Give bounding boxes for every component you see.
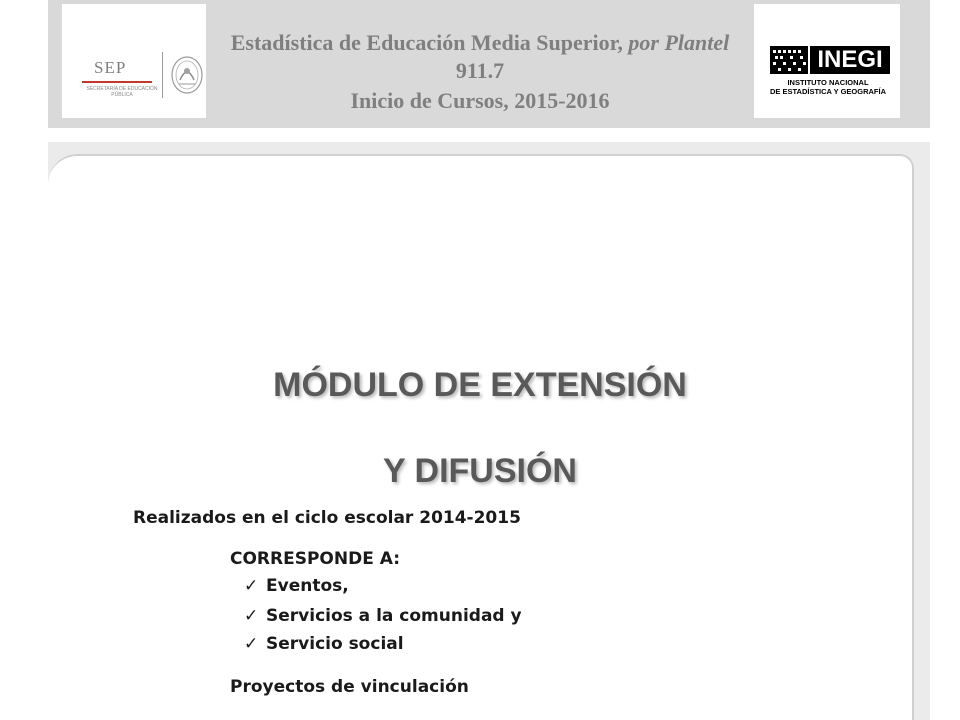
inegi-logo-subtitle (760, 78, 896, 96)
inegi-logo-text: INEGI (810, 46, 890, 74)
slide-panel (48, 142, 930, 720)
header-form-number: 911.7 (455, 58, 505, 83)
header-title (208, 0, 752, 128)
sep-logo-text: SEP (94, 58, 127, 77)
checkmark-icon: ✓ (244, 634, 259, 654)
list-item (244, 576, 349, 596)
inegi-logo (754, 4, 900, 118)
national-seal-icon (170, 54, 204, 96)
module-title-line2: Y DIFUSIÓN (383, 452, 577, 490)
list-item-label: Servicio social (266, 634, 404, 654)
inegi-barcode-icon (770, 46, 808, 74)
header-title-line1 (208, 30, 752, 56)
list-item (244, 634, 404, 654)
sep-logo-underline (82, 81, 152, 83)
checkmark-icon: ✓ (244, 576, 259, 596)
header-title-italic: por Plantel (628, 30, 730, 55)
header-banner (48, 0, 930, 128)
corresponde-heading: CORRESPONDE A: (230, 549, 401, 569)
module-title-line1: MÓDULO DE EXTENSIÓN (273, 366, 687, 404)
sep-logo-subtitle: SECRETARÍA DE EDUCACIÓN PÚBLICA (86, 86, 158, 98)
list-item (244, 606, 522, 626)
header-title-main: Estadística de Educación Media Superior, (230, 30, 623, 55)
list-item-label: Servicios a la comunidad y (266, 606, 522, 626)
school-cycle-text: Realizados en el ciclo escolar 2014-2015 (133, 508, 521, 528)
inegi-subtitle-line1: INSTITUTO NACIONAL (787, 78, 869, 87)
inegi-subtitle-line2: DE ESTADÍSTICA Y GEOGRAFÍA (770, 87, 886, 96)
list-item-label: Eventos, (266, 576, 349, 596)
proyectos-text: Proyectos de vinculación (230, 677, 469, 697)
header-period: Inicio de Cursos, 2015-2016 (350, 88, 610, 113)
checkmark-icon: ✓ (244, 606, 259, 626)
sep-logo (62, 4, 206, 118)
sep-logo-divider (162, 52, 163, 98)
slide-content-area (48, 154, 914, 720)
